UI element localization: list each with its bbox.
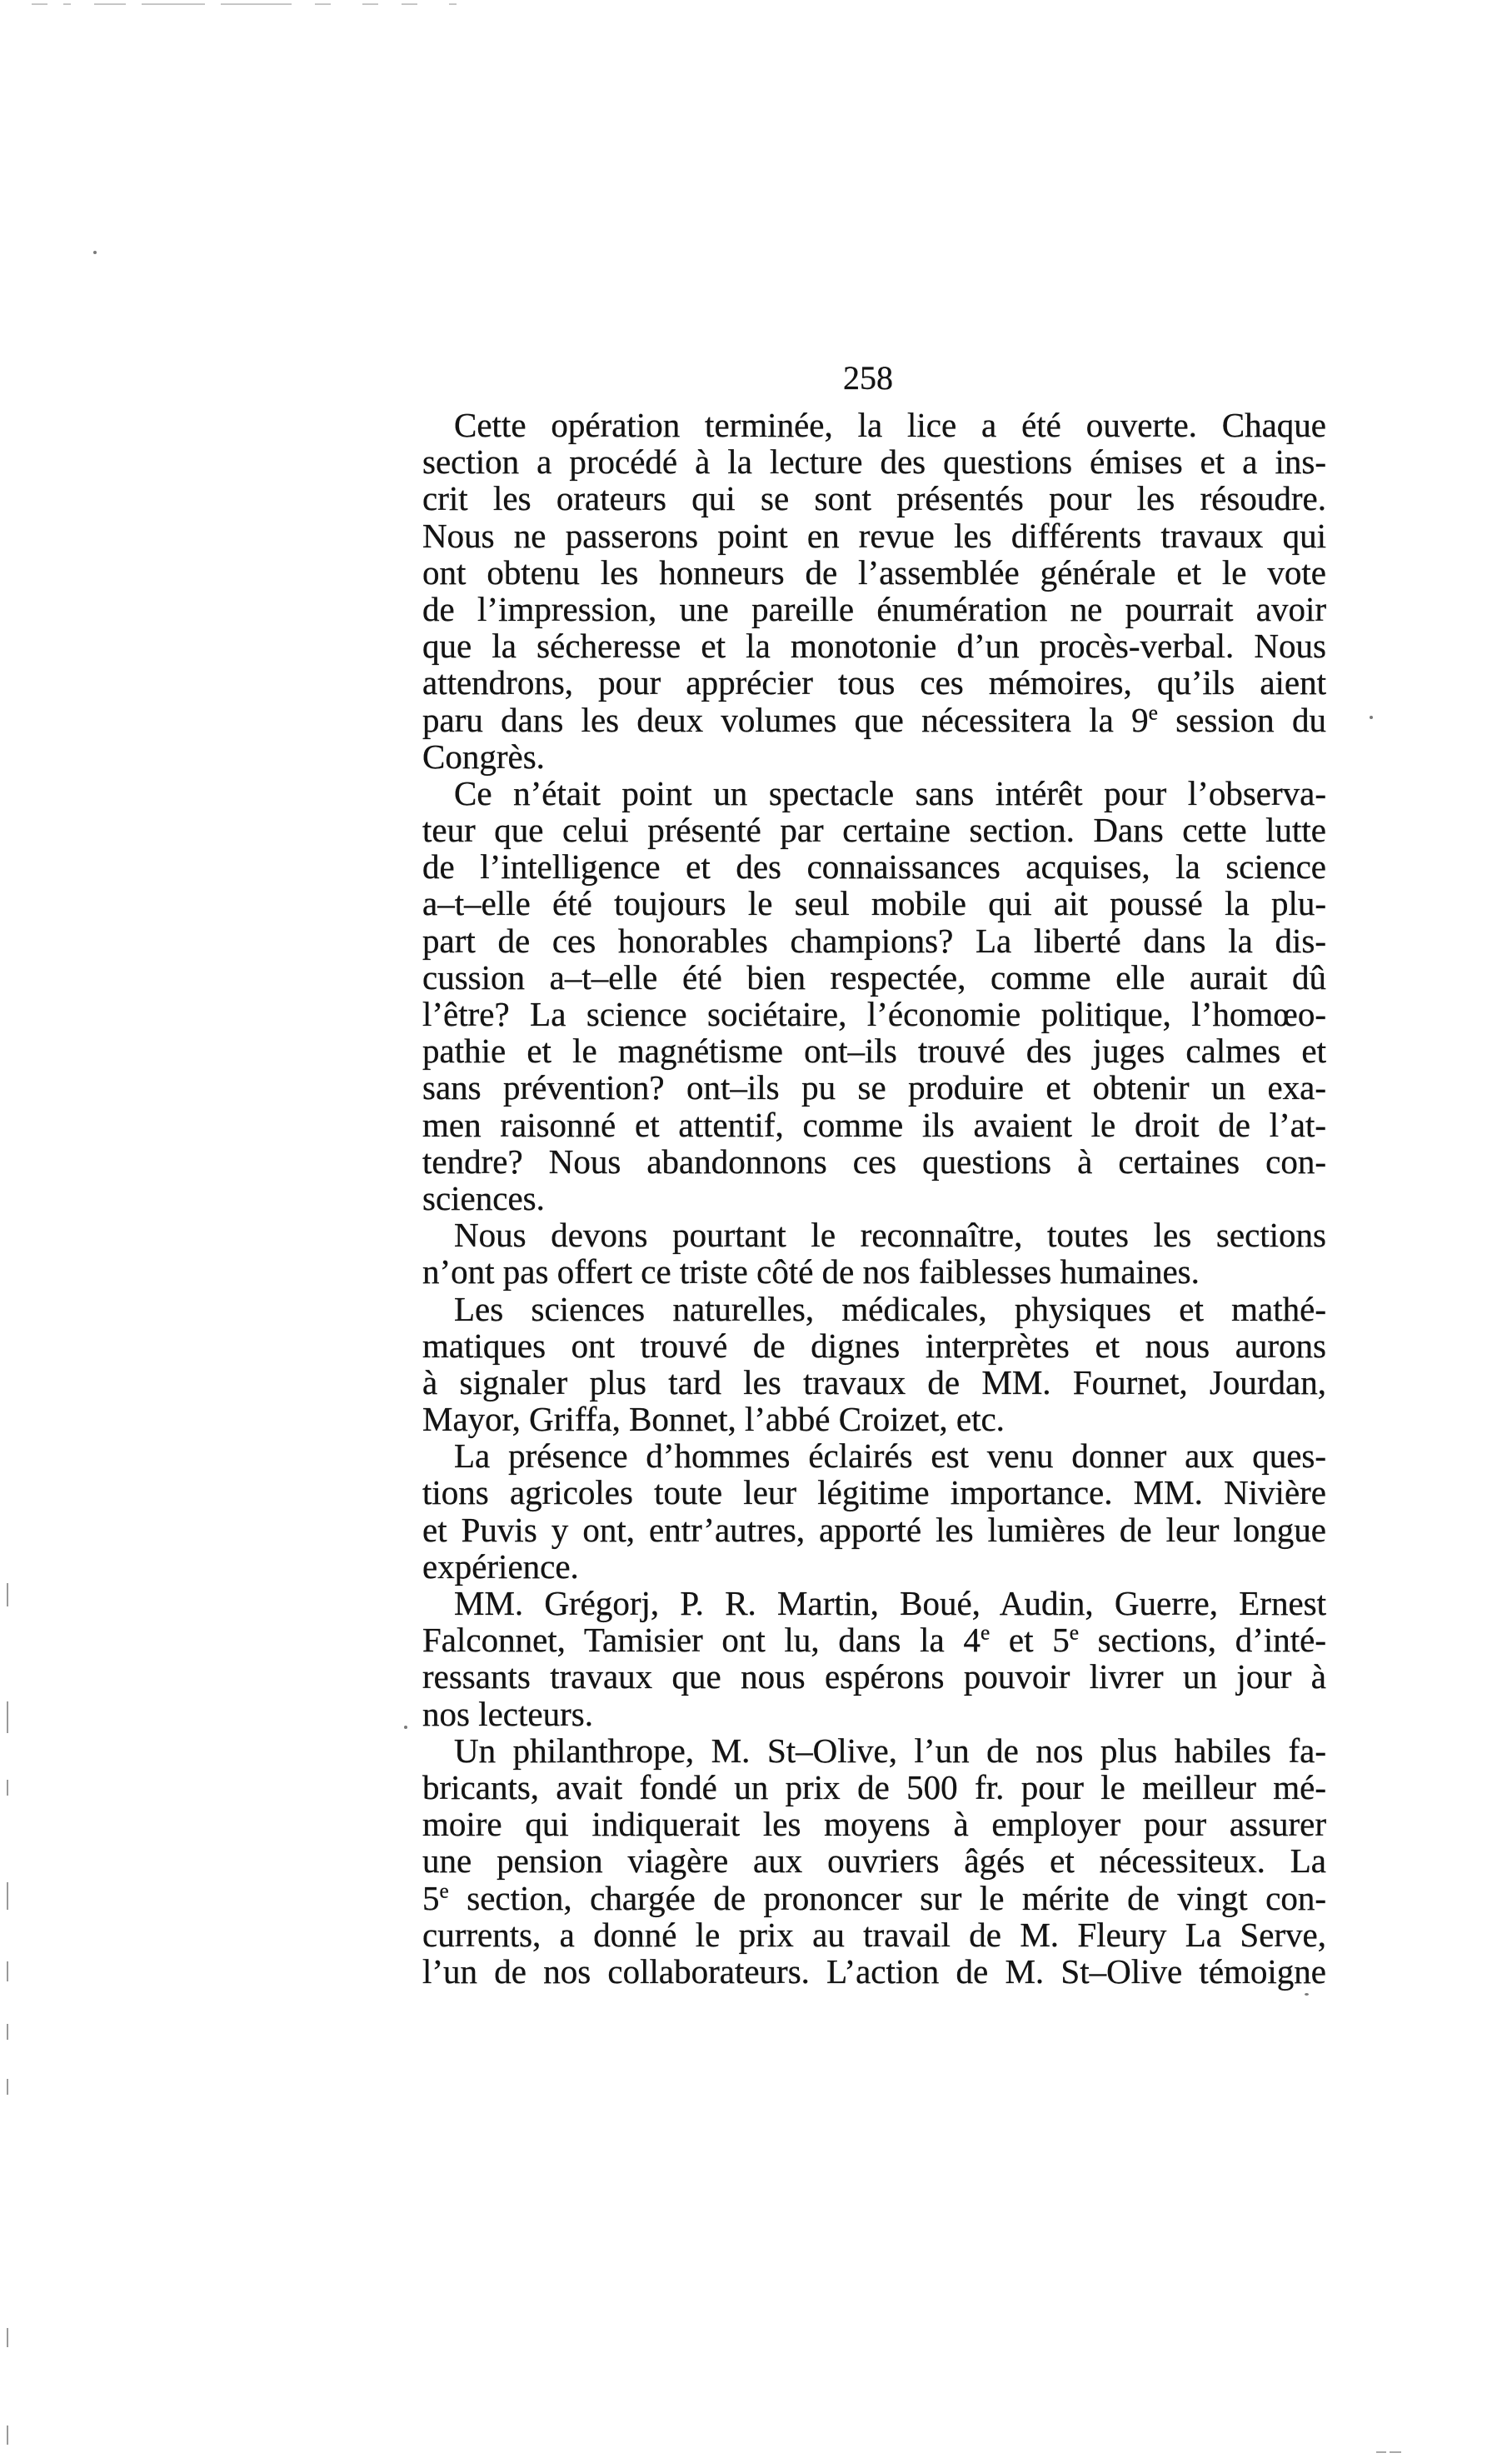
text-line: de l’intelligence et des connaissances acquises, la science xyxy=(422,847,1326,887)
text-line: n’ont pas offert ce triste côté de nos faiblesses humaines. xyxy=(422,1252,1200,1291)
paragraph xyxy=(422,1585,1326,1732)
text-line: Un philanthrope, M. St–Olive, l’un de nos plus habiles fa- xyxy=(454,1731,1326,1770)
scan-artifact xyxy=(1305,1993,1309,1996)
text-line: attendrons, pour apprécier tous ces mémoires, qu’ils aient xyxy=(422,663,1326,702)
text-segment: sections, d’inté- xyxy=(1078,1621,1326,1660)
text-segment: et 5 xyxy=(990,1621,1070,1660)
text-line: que la sécheresse et la monotonie d’un procès-verbal. Nous xyxy=(422,627,1326,666)
text-line: une pension viagère aux ouvriers âgés et nécessiteux. La xyxy=(422,1841,1326,1881)
text-line: pathie et le magnétisme ont–ils trouvé des juges calmes et xyxy=(422,1032,1326,1071)
text-line: currents, a donné le prix au travail de M. Fleury La Serve, xyxy=(422,1915,1326,1954)
body-text xyxy=(422,407,1326,1990)
superscript: e xyxy=(1069,1621,1079,1645)
scan-artifact xyxy=(63,3,71,5)
text-line: sciences. xyxy=(422,1178,545,1217)
text-line xyxy=(422,702,1326,738)
scan-artifact xyxy=(1390,2451,1401,2453)
text-line: cussion a–t–elle été bien respectée, comme elle aurait dû xyxy=(422,957,1326,997)
scan-artifact xyxy=(1370,716,1373,719)
text-line: l’être? La science sociétaire, l’économie politique, l’homœo- xyxy=(422,995,1326,1033)
scan-artifact xyxy=(7,2426,8,2445)
superscript: e xyxy=(980,1621,991,1645)
text-line: ont obtenu les honneurs de l’assemblée générale et le vote xyxy=(422,552,1326,592)
scan-artifact xyxy=(7,1882,8,1910)
scan-artifact xyxy=(7,2328,8,2347)
text-line: à signaler plus tard les travaux de MM. Fournet, Jourdan, xyxy=(422,1362,1326,1401)
text-line: Les sciences naturelles, médicales, physiques et mathé- xyxy=(454,1289,1326,1328)
text-line: men raisonné et attentif, comme ils avaient le droit de l’at- xyxy=(422,1105,1326,1144)
text-line: bricants, avait fondé un prix de 500 fr. pour le meilleur mé- xyxy=(422,1767,1326,1806)
scan-artifact xyxy=(7,2079,8,2095)
scan-artifact xyxy=(315,3,331,5)
text-line: crit les orateurs qui se sont présentés pour les résoudre. xyxy=(422,479,1326,518)
superscript: e xyxy=(439,1878,449,1902)
text-line: part de ces honorables champions? La liberté dans la dis- xyxy=(422,921,1326,960)
text-line: Congrès. xyxy=(422,737,545,776)
text-line: Nous ne passerons point en revue les différents travaux qui xyxy=(422,516,1326,555)
text-line: La présence d’hommes éclairés est venu donner aux ques- xyxy=(454,1436,1326,1476)
page-number: 258 xyxy=(843,359,893,397)
superscript: e xyxy=(1148,700,1158,724)
text-line: teur que celui présenté par certaine section. Dans cette lutte xyxy=(422,811,1326,850)
paragraph xyxy=(422,775,1326,1217)
text-line: sans prévention? ont–ils pu se produire et obtenir un exa- xyxy=(422,1068,1326,1107)
text-line: nos lecteurs. xyxy=(422,1694,593,1733)
text-line: expérience. xyxy=(422,1546,579,1586)
text-line: matiques ont trouvé de dignes interprètes et nous aurons xyxy=(422,1326,1326,1365)
text-line: MM. Grégorj, P. R. Martin, Boué, Audin, Guerre, Ernest xyxy=(454,1584,1326,1622)
text-line: moire qui indiquerait les moyens à employer pour assurer xyxy=(422,1805,1326,1844)
paragraph xyxy=(422,1217,1326,1290)
text-line: Mayor, Griffa, Bonnet, l’abbé Croizet, etc. xyxy=(422,1400,1005,1439)
scan-artifact xyxy=(402,3,417,5)
paragraph xyxy=(422,1291,1326,1438)
text-line: de l’impression, une pareille énumération ne pourrait avoir xyxy=(422,589,1326,628)
text-line xyxy=(422,1621,1326,1658)
scan-artifact xyxy=(7,2024,8,2040)
text-line: et Puvis y ont, entr’autres, apporté les lumières de leur longue xyxy=(422,1510,1326,1549)
text-line: a–t–elle été toujours le seul mobile qui ait poussé la plu- xyxy=(422,884,1326,923)
text-segment: Falconnet, Tamisier ont lu, dans la 4 xyxy=(422,1621,981,1660)
scan-artifact xyxy=(404,1726,407,1729)
scan-artifact xyxy=(1376,2451,1386,2453)
scan-artifact xyxy=(7,1701,8,1733)
text-line: ressants travaux que nous espérons pouvoir livrer un jour à xyxy=(422,1657,1326,1696)
text-line: section a procédé à la lecture des questions émises et a ins- xyxy=(422,442,1326,482)
scan-artifact xyxy=(94,3,126,5)
scan-artifact xyxy=(7,1780,8,1796)
scan-artifact xyxy=(449,3,457,5)
scan-artifact xyxy=(32,3,47,5)
scan-artifact xyxy=(7,1583,8,1606)
paragraph xyxy=(422,407,1326,775)
text-line: Ce n’était point un spectacle sans intérêt pour l’observa- xyxy=(454,773,1326,812)
text-line: Cette opération terminée, la lice a été ouverte. Chaque xyxy=(454,406,1326,444)
text-line: Nous devons pourtant le reconnaître, toutes les sections xyxy=(454,1216,1326,1255)
scan-artifact xyxy=(142,3,205,5)
scan-artifact xyxy=(221,3,292,5)
paragraph xyxy=(422,1732,1326,1990)
text-line: tendre? Nous abandonnons ces questions à certaines con- xyxy=(422,1142,1326,1181)
text-segment: paru dans les deux volumes que nécessitera la 9 xyxy=(422,700,1149,739)
scan-artifact xyxy=(93,251,97,254)
scan-artifact xyxy=(7,1961,8,1981)
text-line xyxy=(422,1880,1326,1916)
text-segment: 5 xyxy=(422,1878,440,1917)
text-segment: section, chargée de prononcer sur le mérite de vingt con- xyxy=(448,1878,1326,1917)
text-segment: session du xyxy=(1157,700,1326,739)
text-line: l’un de nos collaborateurs. L’action de M. St–Olive témoigne xyxy=(422,1951,1326,1991)
text-line: tions agricoles toute leur légitime importance. MM. Nivière xyxy=(422,1473,1326,1512)
paragraph xyxy=(422,1437,1326,1585)
scan-artifact xyxy=(362,3,378,5)
